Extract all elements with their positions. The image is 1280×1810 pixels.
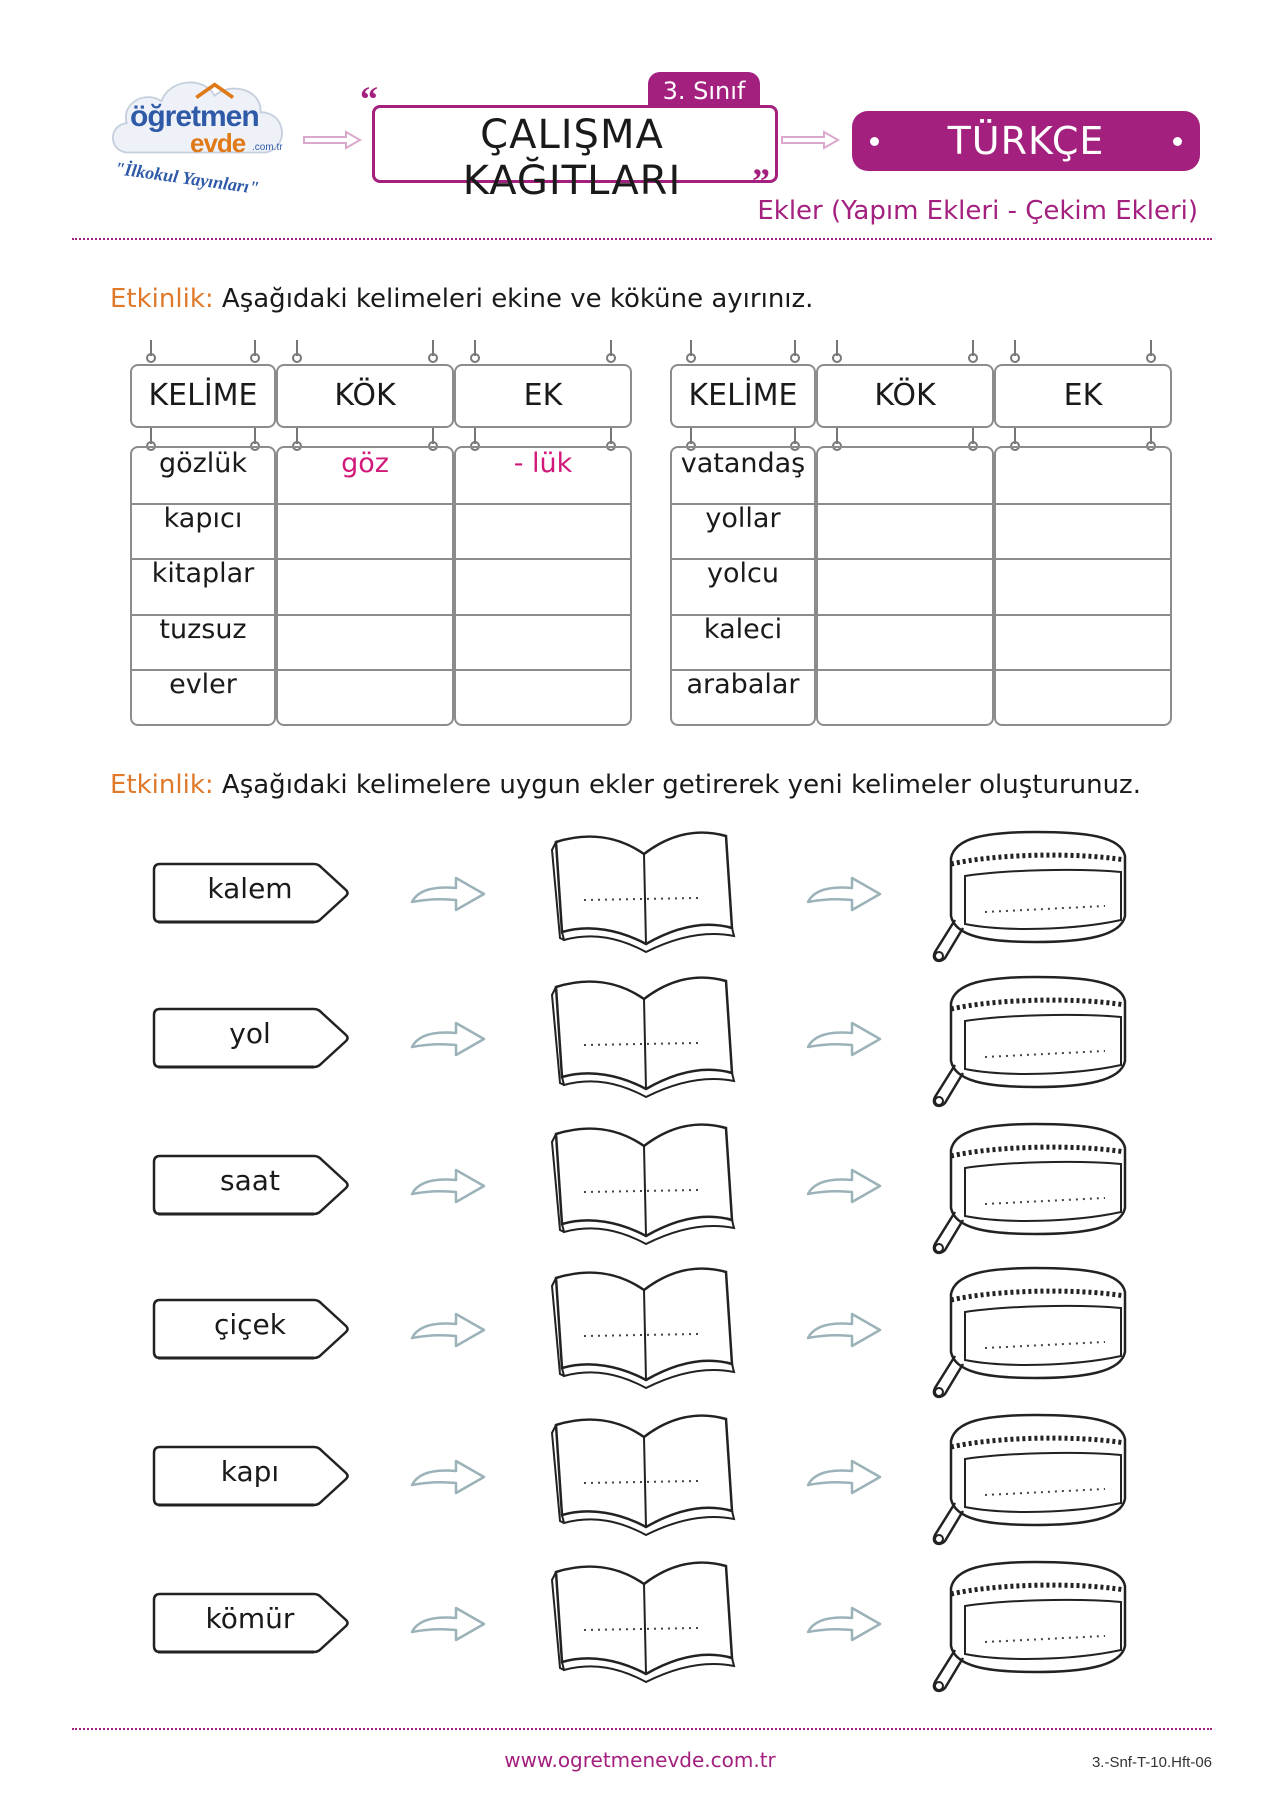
arrow-right-icon xyxy=(408,1164,488,1208)
hanger-hook-icon xyxy=(468,340,482,364)
word-tag-label: kömür xyxy=(205,1602,295,1635)
table-header-ek: EK xyxy=(994,364,1172,428)
table-cell-kelime: evler xyxy=(169,668,237,700)
hanger-hook-icon xyxy=(684,340,698,364)
hanger-hook-icon xyxy=(426,340,440,364)
table-cell-ek[interactable] xyxy=(456,558,630,614)
table-cell-kelime: vatandaş xyxy=(680,448,806,479)
open-book-icon[interactable] xyxy=(548,820,738,960)
footer-url[interactable]: www.ogretmenevde.com.tr xyxy=(504,1748,776,1772)
table-cell-kok[interactable] xyxy=(818,669,992,725)
table-cell-ek[interactable]: - lük xyxy=(513,448,573,479)
arrow-right-icon xyxy=(408,1017,488,1061)
pencil-case-icon[interactable] xyxy=(925,1554,1135,1694)
open-book-icon[interactable] xyxy=(548,1256,738,1396)
word-tag-label: saat xyxy=(220,1164,280,1197)
pencil-case-icon[interactable] xyxy=(925,824,1135,964)
table-cell-kok[interactable] xyxy=(278,669,452,725)
hanger-hook-icon xyxy=(248,340,262,364)
table-cell-kok[interactable] xyxy=(818,558,992,614)
table-column-kok[interactable] xyxy=(276,446,454,726)
activity-2-instruction: Aşağıdaki kelimelere uygun ekler getirerek yeni kelimeler oluşturunuz. xyxy=(221,770,1141,800)
subject-label: TÜRKÇE xyxy=(947,119,1105,163)
table-cell-ek[interactable] xyxy=(996,448,1170,504)
open-book-icon[interactable] xyxy=(548,1112,738,1252)
table-cell-kok[interactable]: göz xyxy=(341,448,389,479)
table-header-kok: KÖK xyxy=(816,364,994,428)
logo-text-ogretmen: öğretmen xyxy=(130,100,259,133)
table-cell-ek[interactable] xyxy=(996,614,1170,670)
table-cell-kelime: arabalar xyxy=(686,668,800,700)
divider-top xyxy=(72,238,1212,240)
pencil-case-icon[interactable] xyxy=(925,969,1135,1109)
topic-subtitle: Ekler (Yapım Ekleri - Çekim Ekleri) xyxy=(757,196,1198,226)
table-header-kelime: KELİME xyxy=(130,364,276,428)
arrow-right-icon xyxy=(804,872,884,916)
word-tag-label: kalem xyxy=(207,872,293,905)
logo-text-domain: .com.tr xyxy=(252,142,283,153)
table-cell-kok[interactable] xyxy=(818,448,992,504)
page-title: ÇALIŞMA KAĞITLARI xyxy=(462,112,682,204)
table-column-kelime xyxy=(130,446,276,726)
table-cell-ek[interactable] xyxy=(456,503,630,559)
arrow-right-icon xyxy=(408,1308,488,1352)
table-cell-kok[interactable] xyxy=(818,614,992,670)
pencil-case-icon[interactable] xyxy=(925,1260,1135,1400)
table-cell-ek[interactable] xyxy=(456,614,630,670)
activity-1-instruction: Aşağıdaki kelimeleri ekine ve köküne ayırınız. xyxy=(221,284,814,314)
word-tag-label: yol xyxy=(229,1017,271,1050)
table-cell-kok[interactable] xyxy=(818,503,992,559)
word-tag-label: çiçek xyxy=(213,1308,286,1341)
activity-1-heading xyxy=(110,284,813,314)
arrow-right-icon xyxy=(804,1308,884,1352)
activity-2-label: Etkinlik: xyxy=(110,770,214,800)
hanger-hook-icon xyxy=(144,340,158,364)
table-cell-kelime: kitaplar xyxy=(151,558,255,590)
table-cell-kelime: yolcu xyxy=(707,558,779,590)
table-cell-kelime: gözlük xyxy=(158,448,248,479)
arrow-right-icon xyxy=(302,130,362,150)
arrow-right-icon xyxy=(804,1455,884,1499)
table-cell-ek[interactable] xyxy=(456,669,630,725)
activity-2-heading xyxy=(110,770,1141,800)
table-column-ek[interactable] xyxy=(994,446,1172,726)
table-header-kelime: KELİME xyxy=(670,364,816,428)
hanger-hook-icon xyxy=(290,340,304,364)
hanger-hook-icon xyxy=(1008,340,1022,364)
table-cell-kok[interactable] xyxy=(278,503,452,559)
close-quote: ” xyxy=(752,161,770,201)
hanger-hook-icon xyxy=(830,340,844,364)
table-cell-kok[interactable] xyxy=(278,558,452,614)
table-header-ek: EK xyxy=(454,364,632,428)
word-tag-label: kapı xyxy=(220,1455,280,1488)
table-cell-kok[interactable] xyxy=(278,614,452,670)
open-quote: “ xyxy=(360,79,378,119)
subject-badge xyxy=(852,111,1200,171)
pencil-case-icon[interactable] xyxy=(925,1116,1135,1256)
activity-1-label: Etkinlik: xyxy=(110,284,214,314)
table-column-ek[interactable] xyxy=(454,446,632,726)
table-cell-ek[interactable] xyxy=(996,503,1170,559)
word-tag xyxy=(150,1005,350,1069)
hanger-hook-icon xyxy=(1144,340,1158,364)
table-column-kelime xyxy=(670,446,816,726)
hanger-hook-icon xyxy=(788,340,802,364)
table-cell-kelime: kapıcı xyxy=(163,503,243,535)
table-cell-ek[interactable] xyxy=(996,669,1170,725)
open-book-icon[interactable] xyxy=(548,1403,738,1543)
logo-text-evde: evde xyxy=(190,128,246,158)
footer-code: 3.-Snf-T-10.Hft-06 xyxy=(1091,1754,1212,1771)
arrow-right-icon xyxy=(408,872,488,916)
hanger-hook-icon xyxy=(604,340,618,364)
table-cell-kelime: kaleci xyxy=(703,613,783,645)
logo-tagline: "İlkokul Yayınları" xyxy=(113,157,261,199)
divider-bottom xyxy=(72,1728,1212,1730)
word-tag xyxy=(150,1443,350,1507)
bullet-dot-right xyxy=(1173,137,1182,146)
table-cell-ek[interactable] xyxy=(996,558,1170,614)
brand-logo xyxy=(100,60,300,210)
open-book-icon[interactable] xyxy=(548,1550,738,1690)
arrow-right-icon xyxy=(408,1455,488,1499)
arrow-right-icon xyxy=(804,1017,884,1061)
word-tag xyxy=(150,860,350,924)
table-cell-kelime: yollar xyxy=(705,503,781,535)
word-tag xyxy=(150,1590,350,1654)
word-tag xyxy=(150,1296,350,1360)
arrow-right-icon xyxy=(780,130,840,150)
open-book-icon[interactable] xyxy=(548,965,738,1105)
grade-tab: 3. Sınıf xyxy=(648,72,760,108)
arrow-right-icon xyxy=(804,1602,884,1646)
table-cell-kelime: tuzsuz xyxy=(159,613,247,645)
hanger-hook-icon xyxy=(966,340,980,364)
pencil-case-icon[interactable] xyxy=(925,1407,1135,1547)
table-column-kok[interactable] xyxy=(816,446,994,726)
table-header-kok: KÖK xyxy=(276,364,454,428)
word-tag xyxy=(150,1152,350,1216)
arrow-right-icon xyxy=(804,1164,884,1208)
arrow-right-icon xyxy=(408,1602,488,1646)
